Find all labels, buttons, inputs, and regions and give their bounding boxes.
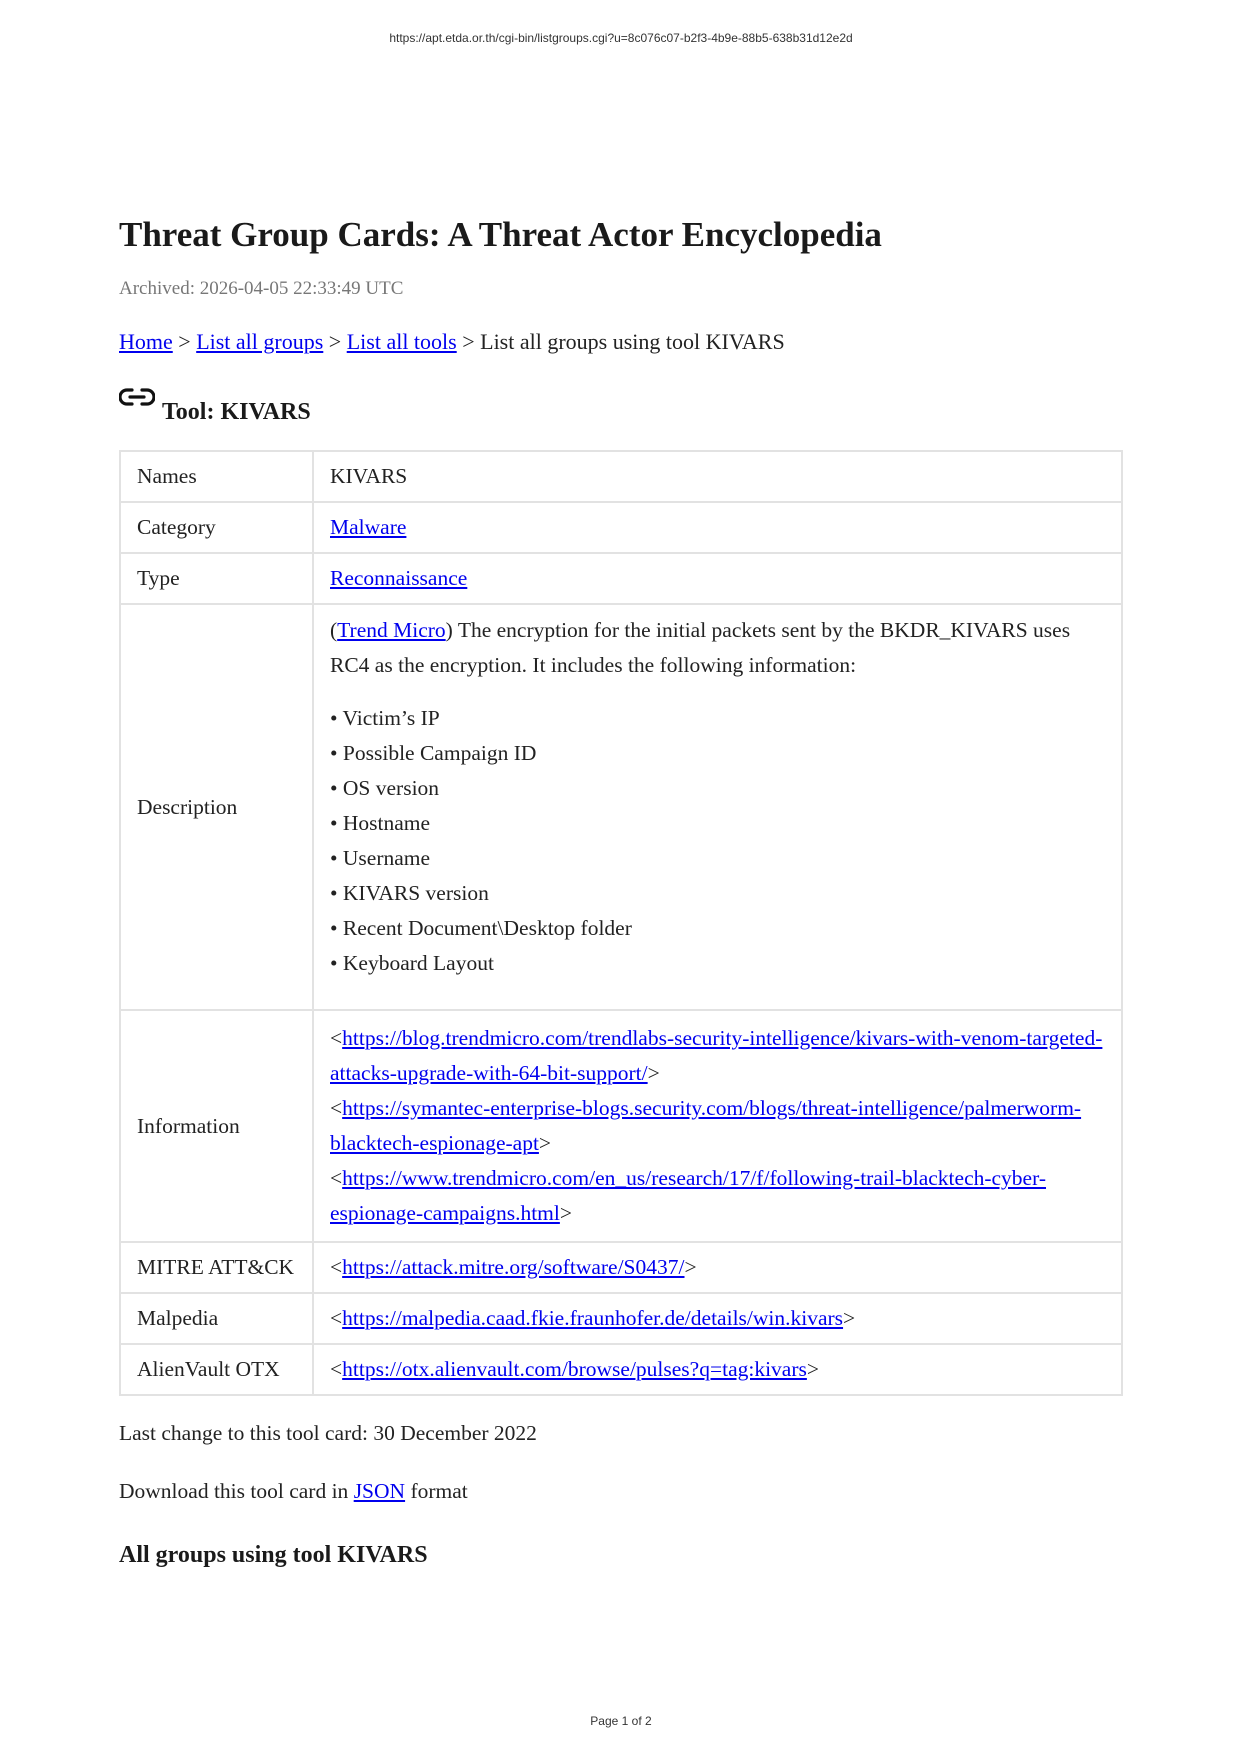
information-link[interactable]: https://symantec-enterprise-blogs.security.com/blogs/threat-intelligence/palmerworm-blacktech-espionage-apt bbox=[330, 1096, 1082, 1155]
link-icon bbox=[119, 385, 155, 409]
table-row bbox=[120, 1242, 1122, 1293]
breadcrumb-separator: > bbox=[172, 329, 197, 354]
breadcrumb-home-link[interactable]: Home bbox=[119, 329, 173, 354]
names-label: Names bbox=[120, 451, 313, 502]
table-row bbox=[120, 1010, 1122, 1242]
bracket-close: > bbox=[684, 1255, 697, 1279]
type-cell bbox=[313, 553, 1122, 604]
otx-cell bbox=[313, 1344, 1122, 1395]
all-groups-heading: All groups using tool KIVARS bbox=[119, 1542, 428, 1568]
table-row bbox=[120, 1293, 1122, 1344]
breadcrumb-groups-link[interactable]: List all groups bbox=[196, 329, 324, 354]
information-entry bbox=[330, 1091, 1105, 1161]
bracket-open: < bbox=[330, 1255, 343, 1279]
bracket-open: < bbox=[330, 1357, 343, 1381]
description-label: Description bbox=[120, 604, 313, 1010]
otx-link[interactable]: https://otx.alienvault.com/browse/pulses?q=tag:kivars bbox=[342, 1357, 807, 1381]
download-prefix: Download this tool card in bbox=[119, 1479, 354, 1503]
list-item: • Username bbox=[330, 846, 431, 870]
json-download-link[interactable]: JSON bbox=[353, 1479, 406, 1503]
description-source-link[interactable]: Trend Micro bbox=[337, 618, 446, 642]
breadcrumb bbox=[119, 327, 1123, 357]
download-suffix: format bbox=[405, 1479, 468, 1503]
table-row bbox=[120, 451, 1122, 502]
table-row bbox=[120, 553, 1122, 604]
mitre-label: MITRE ATT&CK bbox=[120, 1242, 313, 1293]
page-content bbox=[119, 210, 1123, 1570]
information-label: Information bbox=[120, 1010, 313, 1242]
breadcrumb-tools-link[interactable]: List all tools bbox=[346, 329, 457, 354]
bracket-open: < bbox=[330, 1096, 343, 1120]
table-row bbox=[120, 1344, 1122, 1395]
bracket-open: < bbox=[330, 1166, 343, 1190]
list-item: • Victim’s IP bbox=[330, 706, 440, 730]
list-item: • OS version bbox=[330, 776, 440, 800]
category-cell bbox=[313, 502, 1122, 553]
bracket-close: > bbox=[647, 1061, 660, 1085]
list-item: • Keyboard Layout bbox=[330, 951, 494, 975]
table-row bbox=[120, 604, 1122, 1010]
type-label: Type bbox=[120, 553, 313, 604]
table-row bbox=[120, 502, 1122, 553]
malpedia-link[interactable]: https://malpedia.caad.fkie.fraunhofer.de/details/win.kivars bbox=[342, 1306, 844, 1330]
type-link[interactable]: Reconnaissance bbox=[330, 566, 468, 590]
list-item: • Possible Campaign ID bbox=[330, 741, 537, 765]
bracket-close: > bbox=[538, 1131, 552, 1155]
last-change: Last change to this tool card: 30 December 2022 bbox=[119, 1421, 537, 1445]
mitre-link[interactable]: https://attack.mitre.org/software/S0437/ bbox=[342, 1255, 685, 1279]
archived-timestamp: Archived: 2026-04-05 22:33:49 UTC bbox=[119, 278, 404, 299]
mitre-cell bbox=[313, 1242, 1122, 1293]
description-cell bbox=[313, 604, 1122, 1010]
category-label: Category bbox=[120, 502, 313, 553]
names-value: KIVARS bbox=[313, 451, 1122, 502]
download-line bbox=[119, 1476, 1123, 1506]
tool-card-table bbox=[119, 450, 1123, 1396]
bracket-close: > bbox=[806, 1357, 820, 1381]
information-entry bbox=[330, 1161, 1105, 1231]
print-header-url: https://apt.etda.or.th/cgi-bin/listgroups.cgi?u=8c076c07-b2f3-4b9e-88b5-638b31d12e2d bbox=[389, 31, 853, 45]
page-number: Page 1 of 2 bbox=[590, 1714, 652, 1728]
description-list bbox=[330, 701, 1105, 981]
list-item: • Hostname bbox=[330, 811, 431, 835]
bracket-close: > bbox=[559, 1201, 573, 1225]
malpedia-label: Malpedia bbox=[120, 1293, 313, 1344]
otx-label: AlienVault OTX bbox=[120, 1344, 313, 1395]
information-link[interactable]: https://blog.trendmicro.com/trendlabs-security-intelligence/kivars-with-venom-targeted-attacks-upgrade-with-64-bit-support/ bbox=[330, 1026, 1103, 1085]
category-link[interactable]: Malware bbox=[330, 515, 407, 539]
breadcrumb-current: > List all groups using tool KIVARS bbox=[456, 329, 785, 354]
bracket-open: < bbox=[330, 1026, 343, 1050]
breadcrumb-separator: > bbox=[323, 329, 347, 354]
list-item: • Recent Document\Desktop folder bbox=[330, 916, 632, 940]
tool-heading bbox=[119, 385, 1123, 427]
information-cell bbox=[313, 1010, 1122, 1242]
page-title: Threat Group Cards: A Threat Actor Encyclopedia bbox=[119, 215, 882, 254]
information-entry bbox=[330, 1021, 1105, 1091]
bracket-close: > bbox=[843, 1306, 856, 1330]
description-text bbox=[330, 613, 1105, 683]
malpedia-cell bbox=[313, 1293, 1122, 1344]
list-item: • KIVARS version bbox=[330, 881, 489, 905]
tool-title: Tool: KIVARS bbox=[162, 399, 311, 425]
description-paren: ( bbox=[330, 618, 338, 642]
information-link[interactable]: https://www.trendmicro.com/en_us/research/17/f/following-trail-blacktech-cyber-espionage-campaigns.html bbox=[330, 1166, 1046, 1225]
description-body: ) The encryption for the initial packets sent by the BKDR_KIVARS uses RC4 as the encryption. It includes the following information: bbox=[330, 618, 1071, 677]
bracket-open: < bbox=[330, 1306, 343, 1330]
